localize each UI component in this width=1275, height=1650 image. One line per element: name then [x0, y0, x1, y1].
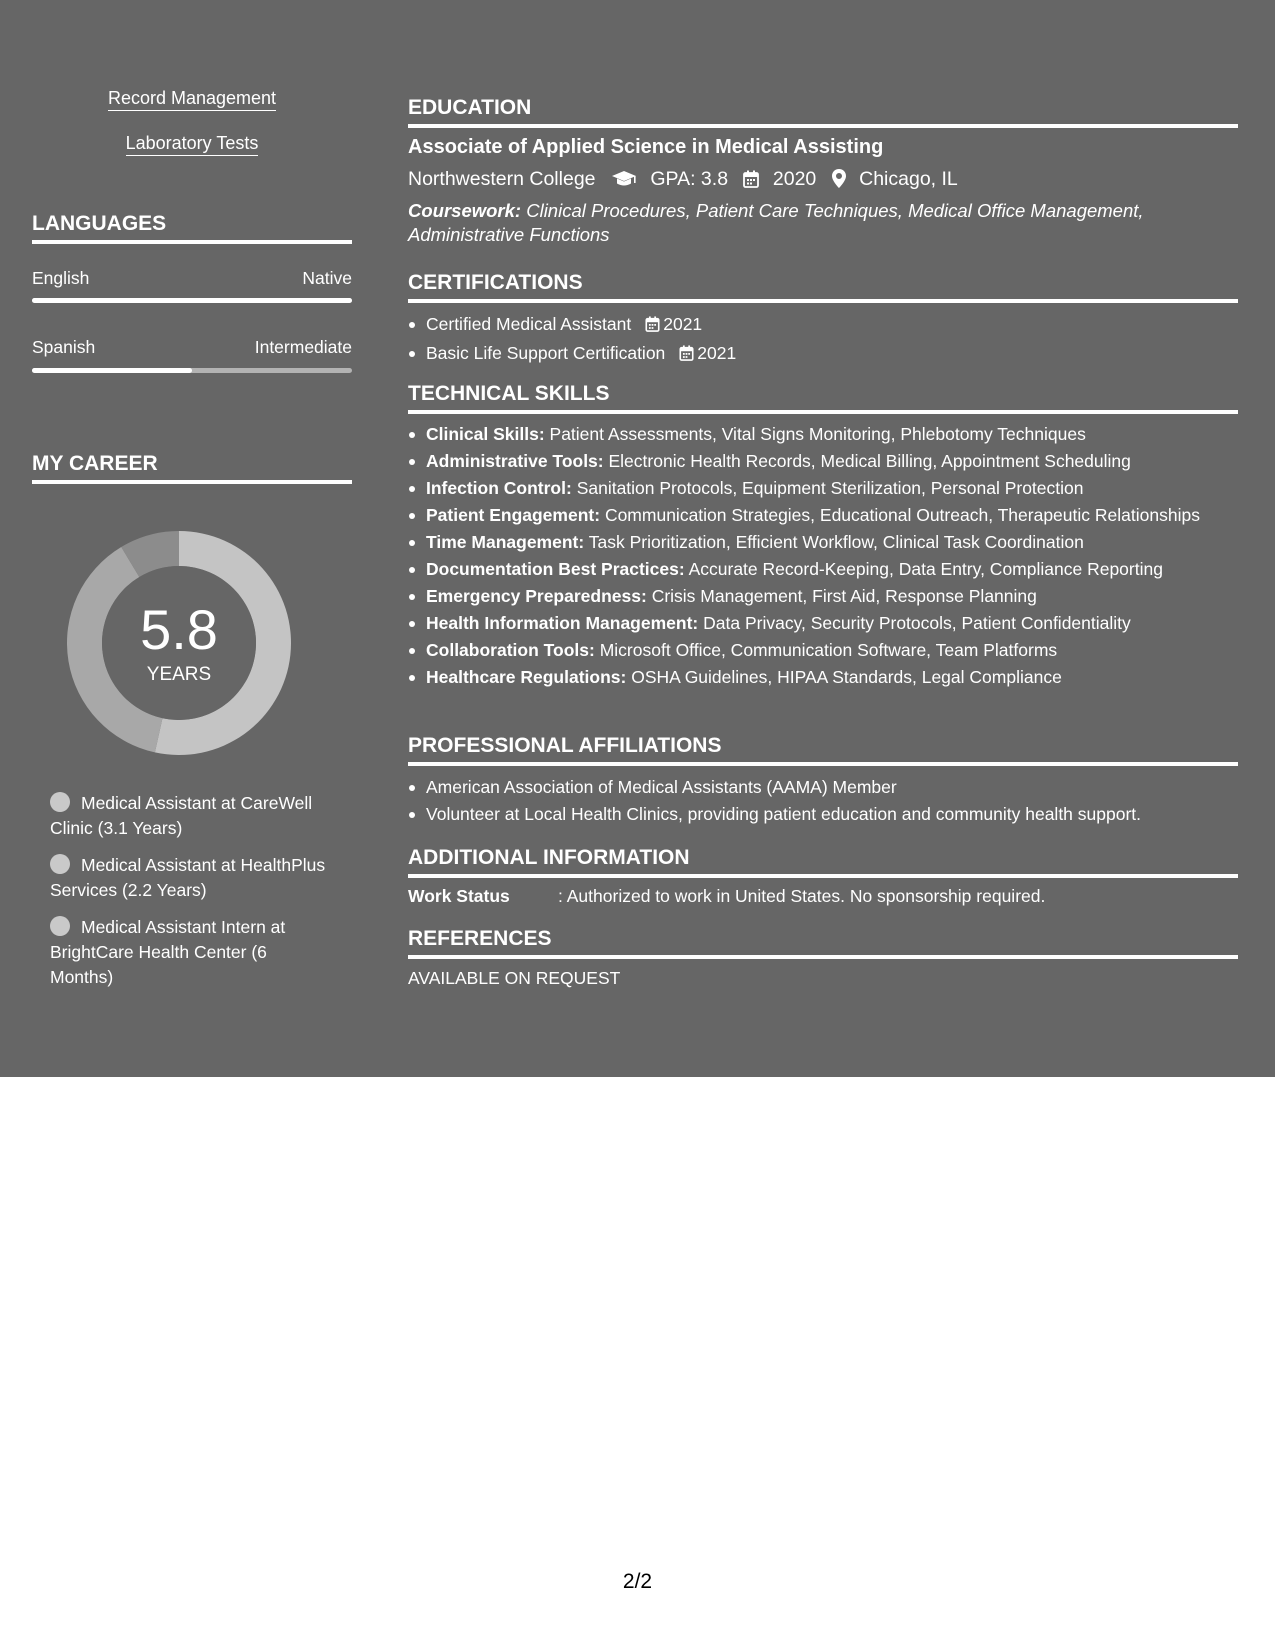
- language-proficiency-fill: [32, 368, 192, 373]
- calendar-icon: [743, 170, 759, 194]
- affiliation-text: American Association of Medical Assistants (AAMA) Member: [426, 777, 897, 797]
- language-proficiency-bar: [32, 368, 352, 373]
- language-proficiency-fill: [32, 298, 352, 303]
- skill-tag-label: Record Management: [108, 88, 276, 111]
- languages-heading: LANGUAGES: [32, 212, 352, 244]
- graduation-cap-icon: [611, 170, 637, 194]
- skill-details: Data Privacy, Security Protocols, Patient Confidentiality: [703, 613, 1131, 633]
- skill-category: Documentation Best Practices:: [426, 559, 685, 579]
- career-legend-item: [50, 791, 330, 841]
- graduation-year: 2020: [772, 168, 817, 190]
- education-meta: [408, 168, 958, 194]
- skill-details: Electronic Health Records, Medical Billing, Appointment Scheduling: [608, 451, 1131, 471]
- career-legend-label: Medical Assistant Intern at BrightCare Health Center (6 Months): [50, 917, 286, 987]
- career-total-years: 5.8: [140, 598, 218, 661]
- list-item: [408, 530, 1238, 554]
- skill-category: Infection Control:: [426, 478, 572, 498]
- certifications-heading: CERTIFICATIONS: [408, 271, 1238, 303]
- career-total-unit: YEARS: [146, 664, 212, 685]
- career-heading: MY CAREER: [32, 452, 352, 484]
- degree-title: Associate of Applied Science in Medical Assisting: [408, 136, 884, 158]
- list-item: [408, 341, 1238, 367]
- skill-details: OSHA Guidelines, HIPAA Standards, Legal Compliance: [631, 667, 1062, 687]
- skill-details: Crisis Management, First Aid, Response Planning: [651, 586, 1037, 606]
- skill-category: Time Management:: [426, 532, 585, 552]
- skill-details: Task Prioritization, Efficient Workflow, Clinical Task Coordination: [588, 532, 1084, 552]
- skill-category: Patient Engagement:: [426, 505, 601, 525]
- skill-details: Patient Assessments, Vital Signs Monitoring, Phlebotomy Techniques: [549, 424, 1086, 444]
- certification-date: [679, 343, 736, 363]
- language-level: Intermediate: [254, 337, 352, 357]
- certification-year: 2021: [697, 343, 737, 363]
- skill-details: Microsoft Office, Communication Software, Team Platforms: [599, 640, 1058, 660]
- location-pin-icon: [832, 169, 846, 194]
- list-item: [408, 422, 1238, 446]
- legend-dot-icon: [50, 916, 70, 936]
- work-status: [408, 886, 1045, 907]
- career-legend-label: Medical Assistant at CareWell Clinic (3.1 Years): [50, 793, 313, 838]
- list-item: [408, 557, 1238, 581]
- skill-tag-label: Laboratory Tests: [126, 133, 259, 156]
- list-item: [408, 449, 1238, 473]
- career-legend-item: [50, 853, 330, 903]
- list-item: [408, 775, 1238, 799]
- career-legend-label: Medical Assistant at HealthPlus Services (2.2 Years): [50, 855, 326, 900]
- skill-category: Clinical Skills:: [426, 424, 545, 444]
- page-number: 2/2: [622, 1570, 653, 1593]
- list-item: [408, 476, 1238, 500]
- work-status-value: : Authorized to work in United States. No sponsorship required.: [558, 886, 1046, 906]
- additional-info-heading: ADDITIONAL INFORMATION: [408, 846, 1238, 878]
- affiliations-heading: PROFESSIONAL AFFILIATIONS: [408, 734, 1238, 766]
- technical-skills-heading: TECHNICAL SKILLS: [408, 382, 1238, 414]
- references-text: AVAILABLE ON REQUEST: [408, 968, 621, 988]
- certification-date: [645, 314, 702, 334]
- list-item: [408, 312, 1238, 338]
- affiliations-list: [408, 775, 1238, 829]
- skill-category: Health Information Management:: [426, 613, 699, 633]
- gpa: GPA: 3.8: [650, 168, 729, 190]
- language-name: English: [32, 268, 90, 288]
- list-item: [408, 638, 1238, 662]
- skill-category: Administrative Tools:: [426, 451, 604, 471]
- school-name: Northwestern College: [408, 168, 596, 190]
- coursework-list: Clinical Procedures, Patient Care Techniques, Medical Office Management, Administrative Functions: [408, 200, 1144, 245]
- affiliation-text: Volunteer at Local Health Clinics, providing patient education and community health support.: [426, 804, 1142, 824]
- language-proficiency-bar: [32, 298, 352, 303]
- career-donut-chart: [66, 530, 292, 756]
- certification-name: Certified Medical Assistant: [426, 314, 632, 334]
- skill-category: Healthcare Regulations:: [426, 667, 627, 687]
- certification-year: 2021: [663, 314, 703, 334]
- skill-details: Accurate Record-Keeping, Data Entry, Compliance Reporting: [688, 559, 1163, 579]
- career-legend-item: [50, 915, 330, 990]
- list-item: [408, 584, 1238, 608]
- language-level: Native: [302, 268, 352, 288]
- list-item: [408, 665, 1238, 689]
- certifications-list: [408, 312, 1238, 370]
- skill-details: Sanitation Protocols, Equipment Sterilization, Personal Protection: [576, 478, 1084, 498]
- calendar-icon: [645, 314, 660, 338]
- language-name: Spanish: [32, 337, 96, 357]
- technical-skills-list: [408, 422, 1238, 692]
- skill-category: Collaboration Tools:: [426, 640, 595, 660]
- list-item: [408, 503, 1238, 527]
- coursework-label: Coursework:: [408, 200, 522, 221]
- list-item: [408, 802, 1238, 826]
- education-heading: EDUCATION: [408, 96, 1238, 128]
- calendar-icon: [679, 343, 694, 367]
- school-location: Chicago, IL: [859, 168, 958, 190]
- work-status-label: Work Status: [408, 886, 510, 906]
- references-heading: REFERENCES: [408, 927, 1238, 959]
- coursework: [408, 199, 1228, 247]
- donut-center: [66, 530, 292, 756]
- skill-tag: [32, 133, 352, 154]
- certification-name: Basic Life Support Certification: [426, 343, 666, 363]
- legend-dot-icon: [50, 792, 70, 812]
- list-item: [408, 611, 1238, 635]
- skill-category: Emergency Preparedness:: [426, 586, 647, 606]
- legend-dot-icon: [50, 854, 70, 874]
- skill-details: Communication Strategies, Educational Outreach, Therapeutic Relationships: [604, 505, 1200, 525]
- skill-tag: [32, 88, 352, 109]
